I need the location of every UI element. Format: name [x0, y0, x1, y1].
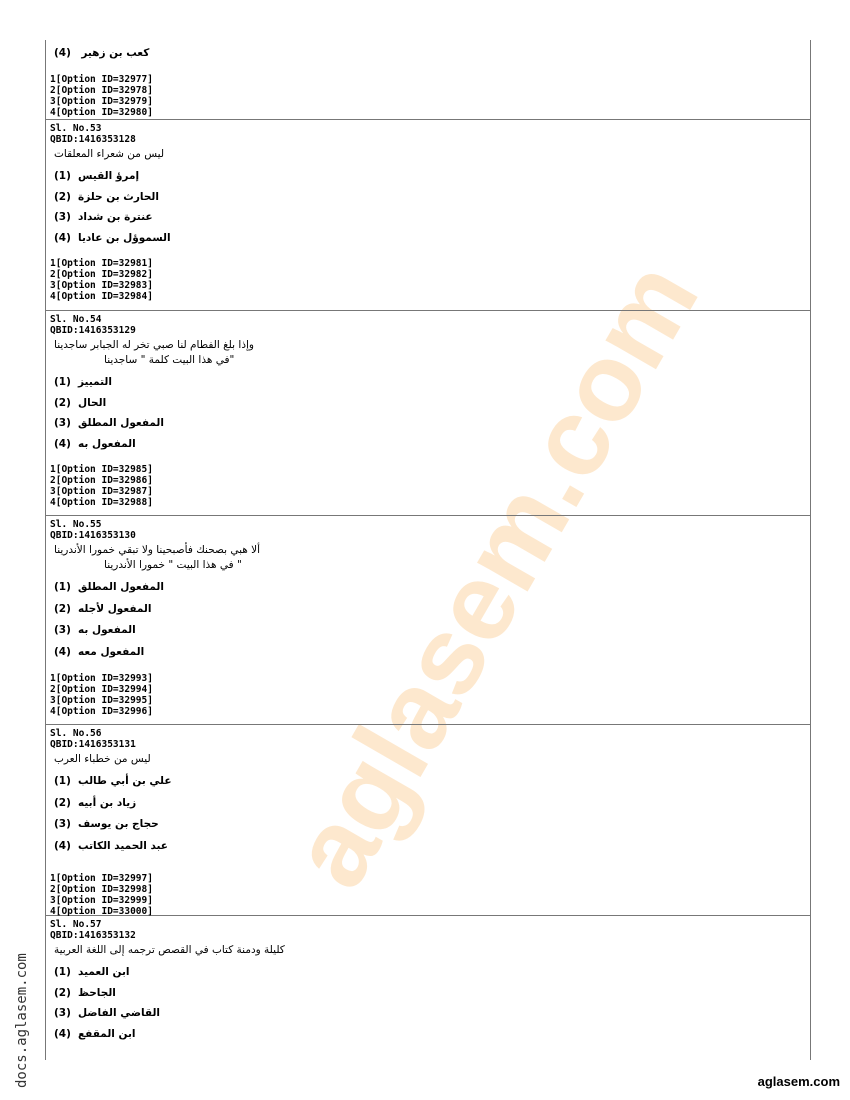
option-id-list [50, 258, 810, 302]
option-row [54, 814, 810, 836]
option-text: إمرؤ القيس [78, 170, 140, 182]
option-text: كعب بن زهير [81, 47, 150, 59]
question-line: ليس من شعراء المعلقات [54, 148, 165, 160]
option-id: 1[Option ID=32997] [50, 873, 153, 884]
option-text: ابن المقفع [78, 1027, 136, 1040]
option-text: المفعول لأجله [78, 602, 152, 615]
question-line: في هذا البيت " خمورا الأندرينا " [104, 559, 242, 571]
option-row [54, 962, 810, 983]
option-number: (2) [54, 986, 71, 999]
option-row [54, 393, 810, 414]
option-number: (2) [54, 190, 71, 203]
question-block-53 [46, 120, 810, 311]
option-row [54, 599, 810, 621]
serial-number: Sl. No.57 [50, 919, 102, 930]
qbid: QBID:1416353132 [50, 930, 136, 941]
option-row [54, 187, 810, 208]
option-row [54, 836, 810, 858]
option-text: الجاحظ [78, 986, 116, 999]
option-row [54, 207, 810, 228]
option-text: عبد الحميد الكاتب [78, 839, 168, 852]
option-row [54, 983, 810, 1004]
option-id: 4[Option ID=33000] [50, 906, 153, 917]
serial-number: Sl. No.54 [50, 314, 102, 325]
option-number: (4) [54, 437, 71, 450]
option-text: المفعول المطلق [78, 581, 164, 593]
question-text [54, 147, 810, 162]
qbid: QBID:1416353131 [50, 739, 136, 750]
qbid: QBID:1416353128 [50, 134, 136, 145]
option-number: (4) [54, 645, 71, 658]
option-id-list [50, 873, 810, 917]
option-row [54, 1024, 810, 1045]
option-id: 1[Option ID=32993] [50, 673, 153, 684]
option-id: 2[Option ID=32994] [50, 684, 153, 695]
question-paper [45, 40, 811, 1060]
side-url: docs.aglasem.com [14, 953, 30, 1088]
option-number: (1) [54, 376, 71, 388]
option-row [54, 620, 810, 642]
question-line: في هذا البيت كلمة " ساجدينا" [104, 354, 235, 366]
question-line: وإذا بلغ الفطام لنا صبي تخر له الجبابر ساجدينا [54, 339, 255, 351]
option-id: 2[Option ID=32998] [50, 884, 153, 895]
question-block-55 [46, 516, 810, 725]
serial-number: Sl. No.53 [50, 123, 102, 134]
option-number: (2) [54, 396, 71, 409]
option-text: عنترة بن شداد [78, 211, 153, 223]
footer-brand: aglasem.com [757, 1074, 840, 1089]
option-text: الحارث بن حلزة [78, 190, 159, 203]
qbid: QBID:1416353129 [50, 325, 136, 336]
option-row [54, 166, 810, 187]
watermark: aglasem.com [266, 241, 722, 907]
option-id: 2[Option ID=32982] [50, 269, 153, 280]
option-row [54, 793, 810, 815]
option-text: التمييز [78, 376, 112, 388]
option-number: (1) [54, 775, 71, 787]
question-text [54, 943, 810, 958]
question-block-52-tail [46, 40, 810, 120]
serial-number: Sl. No.55 [50, 519, 102, 530]
option-id: 3[Option ID=32979] [50, 95, 153, 107]
option-id: 4[Option ID=32988] [50, 497, 153, 508]
option-number: (1) [54, 581, 71, 593]
option-text: علي بن أبي طالب [78, 775, 172, 787]
question-block-57 [46, 916, 810, 1048]
option-row [54, 413, 810, 434]
option-text: زياد بن أبيه [78, 796, 137, 809]
option-number: (4) [54, 1027, 71, 1040]
question-block-56 [46, 725, 810, 916]
option-row [54, 434, 810, 455]
serial-number: Sl. No.56 [50, 728, 102, 739]
option-number: (3) [54, 1007, 71, 1019]
option-text: المفعول المطلق [78, 417, 164, 429]
option-number: (3) [54, 624, 71, 636]
option-number: (3) [54, 818, 71, 830]
option-number: (2) [54, 602, 71, 615]
option-id: 1[Option ID=32985] [50, 464, 153, 475]
option-row [54, 771, 810, 793]
question-text [54, 752, 810, 767]
option-number: (2) [54, 796, 71, 809]
option-id-list [50, 464, 810, 508]
option-number: (3) [54, 417, 71, 429]
option-id: 1[Option ID=32981] [50, 258, 153, 269]
option-text: السموؤل بن عاديا [78, 231, 171, 244]
option-id: 1[Option ID=32977] [50, 73, 153, 85]
option-id: 4[Option ID=32984] [50, 291, 153, 302]
question-text [54, 338, 810, 368]
option-row [54, 228, 810, 249]
option-text: القاضي الفاضل [78, 1007, 161, 1019]
question-block-54 [46, 311, 810, 516]
option-text: الحال [78, 396, 107, 409]
qbid: QBID:1416353130 [50, 530, 136, 541]
option-row [54, 43, 810, 64]
option-number: (1) [54, 966, 71, 978]
option-row [54, 577, 810, 599]
option-number: (4) [54, 47, 71, 59]
option-id-list [50, 673, 810, 717]
question-text [54, 543, 810, 573]
option-text: المفعول معه [78, 645, 145, 658]
option-number: (1) [54, 170, 71, 182]
option-id: 3[Option ID=32987] [50, 486, 153, 497]
option-text: ابن العميد [78, 966, 130, 978]
option-row [54, 1003, 810, 1024]
question-line: ليس من خطباء العرب [54, 753, 151, 765]
option-id: 3[Option ID=32999] [50, 895, 153, 906]
option-number: (4) [54, 839, 71, 852]
option-id-list [50, 74, 810, 118]
option-text: المفعول به [78, 437, 136, 450]
option-id: 4[Option ID=32996] [50, 706, 153, 717]
option-id: 3[Option ID=32995] [50, 695, 153, 706]
option-id: 2[Option ID=32978] [50, 84, 153, 96]
option-number: (3) [54, 211, 71, 223]
option-text: المفعول به [78, 624, 136, 636]
question-line: كليلة ودمنة كتاب في القصص ترجمه إلى اللغة العربية [54, 944, 285, 956]
option-text: حجاج بن يوسف [78, 818, 159, 830]
option-id: 3[Option ID=32983] [50, 280, 153, 291]
option-row [54, 372, 810, 393]
option-number: (4) [54, 231, 71, 244]
option-id: 4[Option ID=32980] [50, 106, 153, 118]
question-line: ألا هبي بصحنك فأصبحينا ولا تبقي خمورا الأندرينا [54, 544, 261, 556]
option-id: 2[Option ID=32986] [50, 475, 153, 486]
option-row [54, 642, 810, 664]
